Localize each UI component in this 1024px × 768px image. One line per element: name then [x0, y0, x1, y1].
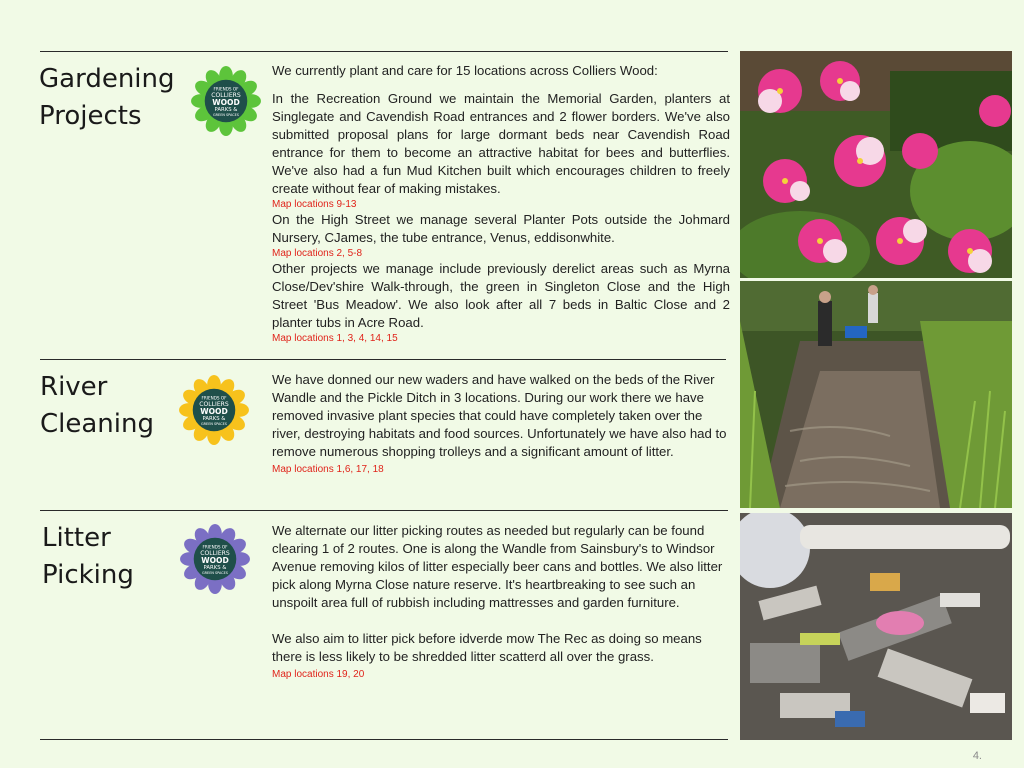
litter-map-locations: Map locations 19, 20 [272, 669, 365, 680]
friends-of-colliers-wood-logo-yellow [176, 372, 252, 448]
primrose-flowers-photo [740, 51, 1012, 278]
logo-text-line4: PARKS & [203, 564, 227, 571]
gardening-paragraph-high-street: On the High Street we manage several Planter Pots outside the Johmard Nursery, CJames, the tube entrance, Venus, eddisonwhite. [272, 212, 730, 245]
logo-text-line2: COLLIERS [199, 401, 229, 409]
logo-text-line4: PARKS & [202, 415, 226, 422]
gardening-heading-line2: Projects [39, 101, 142, 131]
logo-text-line3: WOOD [201, 555, 229, 565]
logo-text-line4: PARKS & [214, 106, 238, 113]
gardening-paragraph-recreation-ground: In the Recreation Ground we maintain the Memorial Garden, planters at Singlegate and Cavendish Road entrances and 2 flower borders. We've also submitted proposal plans for large dormant beds near Cavendish Road entrance for them to become an attractive habitat for bees and butterflies. We've also had a fun Mud Kitchen built which encourages children to freely create without fear of making mistakes. [272, 91, 730, 196]
gardening-heading-line1: Gardening [39, 64, 175, 94]
gardening-text [272, 62, 730, 345]
logo-text-line5: GREEN SPACES [213, 113, 239, 118]
logo-text-line5: GREEN SPACES [201, 422, 227, 427]
litter-paragraph-routes: We alternate our litter picking routes as needed but regularly can be found clearing 1 of 2 routes. One is along the Wandle from Sainsbury's to Windsor Avenue removing kilos of litter especially beer cans and bottles. We also litter pick along Myrna Close nature reserve. It's heartbreaking to see such an unspoilt area full of rubbish including mattresses and garden furniture. [272, 523, 723, 610]
gardening-map-locations-2: Map locations 2, 5-8 [272, 248, 363, 259]
logo-text-line1: FRIENDS OF [201, 395, 227, 401]
gardening-map-locations-1: Map locations 9-13 [272, 199, 357, 210]
river-heading-line1: River [40, 372, 108, 402]
logo-text-line3: WOOD [212, 97, 240, 107]
logo-text-line1: FRIENDS OF [202, 544, 228, 550]
gardening-map-locations-3: Map locations 1, 3, 4, 14, 15 [272, 333, 398, 344]
logo-text-line3: WOOD [200, 406, 228, 416]
river-paragraph: We have donned our new waders and have walked on the beds of the River Wandle and the Pickle Ditch in 3 locations. During our work there we have removed invasive plant species that could have completely taken over the river, destroying habitats and food sources. Unfortunately we have also had to remove numerous shopping trolleys and a significant amount of litter. [272, 372, 727, 459]
divider-gardening-river [40, 359, 726, 360]
gardening-intro: We currently plant and care for 15 locations across Colliers Wood: [272, 63, 658, 78]
river-text [272, 371, 730, 476]
divider-river-litter [40, 510, 728, 511]
river-map-locations: Map locations 1,6, 17, 18 [272, 464, 384, 475]
friends-of-colliers-wood-logo-purple [177, 521, 253, 597]
litter-paragraph-mowing: We also aim to litter pick before idverde mow The Rec as doing so means there is less likely to be shredded litter scatterd all over the grass. [272, 631, 702, 664]
bottom-divider [40, 739, 728, 740]
logo-text-line1: FRIENDS OF [213, 86, 239, 92]
river-heading-line2: Cleaning [40, 409, 154, 439]
gardening-heading [39, 61, 175, 135]
logo-text-line2: COLLIERS [211, 92, 241, 100]
logo-text-line2: COLLIERS [200, 550, 230, 558]
litter-heading-line2: Picking [42, 560, 134, 590]
gardening-paragraph-other-projects: Other projects we manage include previously derelict areas such as Myrna Close/Dev'shire Walk-through, the green in Singleton Close and the High Street 'Bus Meadow'. We also look after all 7 beds in Baltic Close and 2 planter tubs in Acre Road. [272, 261, 730, 330]
logo-text-line5: GREEN SPACES [202, 571, 228, 576]
friends-of-colliers-wood-logo-green [188, 63, 264, 139]
river-cleaning-photo [740, 281, 1012, 508]
page-number: 4. [972, 750, 982, 762]
collected-litter-photo [740, 513, 1012, 740]
river-heading [40, 369, 154, 443]
litter-heading-line1: Litter [42, 523, 111, 553]
litter-heading [42, 520, 134, 594]
litter-text [272, 522, 730, 681]
top-divider [40, 51, 728, 52]
